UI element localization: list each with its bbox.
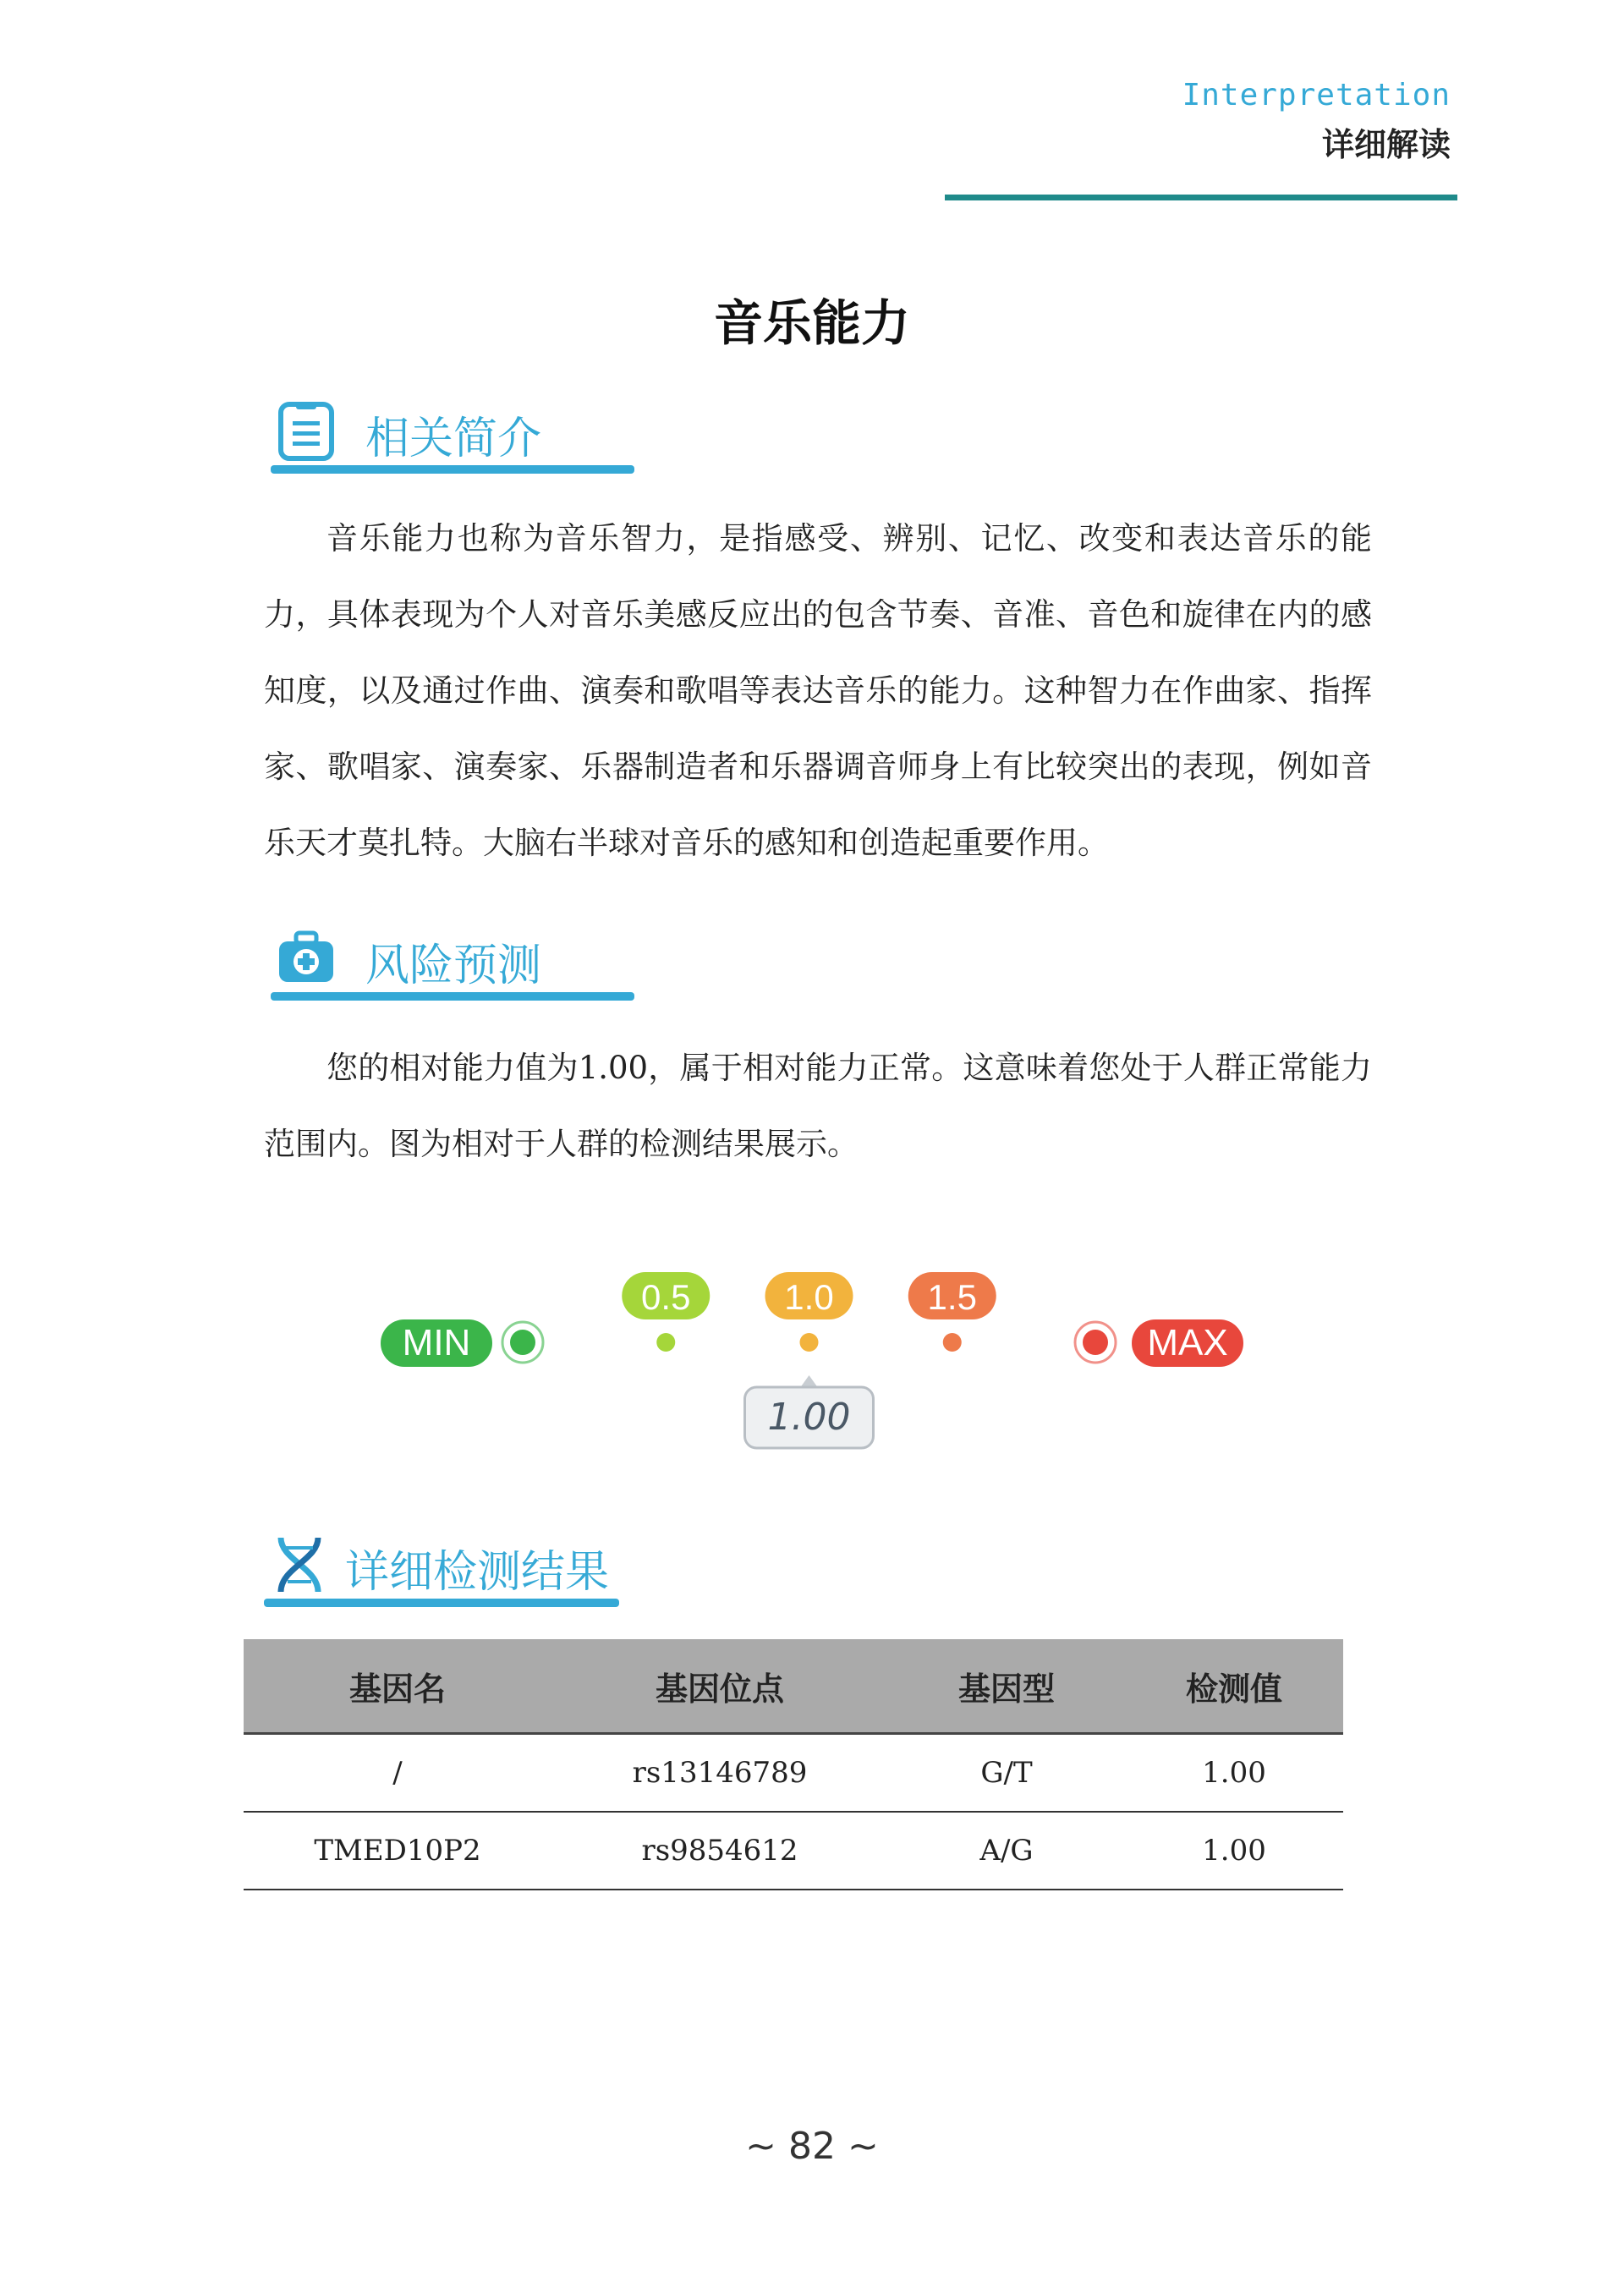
gauge-min-endpoint (510, 1330, 535, 1355)
section-header-risk (271, 924, 634, 1001)
table-row (244, 1734, 1343, 1813)
section-underline (271, 992, 634, 1001)
section-heading-detail: 详细检测结果 (345, 1547, 610, 1598)
cell-genotype: G/T (888, 1734, 1125, 1813)
gauge-max-endpoint (1083, 1330, 1108, 1355)
gauge-max-label: MAX (1147, 1322, 1228, 1363)
cell-locus: rs9854612 (551, 1812, 888, 1890)
risk-text: 您的相对能力值为1.00，属于相对能力正常。这意味着您处于人群正常能力范围内。图为相对于人群的检测结果展示。 (264, 1050, 1372, 1162)
risk-paragraph (264, 1030, 1372, 1182)
section-header-intro (271, 398, 634, 474)
cell-gene-name: TMED10P2 (244, 1812, 551, 1890)
gauge-tick-dot (800, 1333, 819, 1352)
cell-value: 1.00 (1125, 1812, 1343, 1890)
column-header-locus: 基因位点 (551, 1639, 888, 1734)
gauge-min-label: MIN (402, 1322, 471, 1363)
medical-kit-icon (276, 928, 337, 989)
section-heading-risk: 风险预测 (365, 941, 542, 991)
column-header-gene-name: 基因名 (244, 1639, 551, 1734)
page-number: ~ 82 ~ (745, 2125, 879, 2168)
gauge-tick-label: 1.5 (927, 1277, 977, 1317)
ability-gauge (372, 1252, 1269, 1472)
section-underline (271, 465, 634, 474)
header-english-title: Interpretation (1182, 78, 1451, 112)
table-row (244, 1812, 1343, 1890)
detection-results-table (244, 1639, 1343, 1890)
cell-genotype: A/G (888, 1812, 1125, 1890)
section-header-detail (264, 1531, 628, 1607)
cell-gene-name: / (244, 1734, 551, 1813)
cell-locus: rs13146789 (551, 1734, 888, 1813)
gauge-tick-label: 0.5 (641, 1277, 691, 1317)
column-header-genotype: 基因型 (888, 1639, 1125, 1734)
header-divider (945, 195, 1457, 200)
section-underline (264, 1599, 619, 1607)
document-icon (276, 401, 337, 462)
table-header-row (244, 1639, 1343, 1734)
gauge-value-pointer (801, 1375, 818, 1387)
gauge-tick-dot (656, 1333, 675, 1352)
section-heading-intro: 相关简介 (365, 414, 542, 464)
column-header-value: 检测值 (1125, 1639, 1343, 1734)
gauge-value-label: 1.00 (767, 1396, 851, 1439)
cell-value: 1.00 (1125, 1734, 1343, 1813)
gauge-tick-dot (943, 1333, 962, 1352)
intro-paragraph (264, 501, 1372, 881)
page-title: 音乐能力 (713, 294, 910, 352)
dna-icon (269, 1534, 330, 1595)
header-chinese-title: 详细解读 (1321, 126, 1451, 163)
intro-text: 音乐能力也称为音乐智力，是指感受、辨别、记忆、改变和表达音乐的能力，具体表现为个人对音乐美感反应出的包含节奏、音准、音色和旋律在内的感知度，以及通过作曲、演奏和歌唱等表达音乐的能力。这种智力在作曲家、指挥家、歌唱家、演奏家、乐器制造者和乐器调音师身上有比较突出的表现，例如音乐天才莫扎特。大脑右半球对音乐的感知和创造起重要作用。 (264, 520, 1372, 861)
gauge-tick-label: 1.0 (784, 1277, 834, 1317)
